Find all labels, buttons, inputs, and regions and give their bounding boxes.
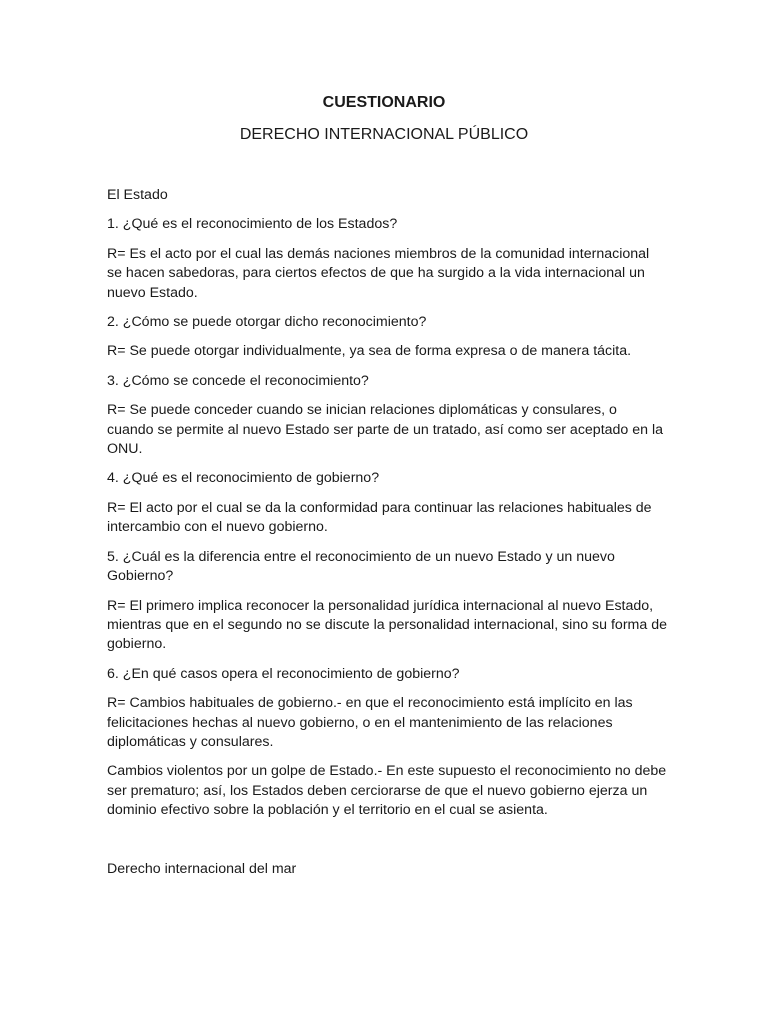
document-title: CUESTIONARIO xyxy=(322,94,446,111)
answer-6-continued: Cambios violentos por un golpe de Estado.- En este supuesto el reconocimiento no debe ser prematuro; así, los Estados deben cerciorarse de que el nuevo gobierno ejerza un dominio efectivo sobre la población y el territorio en el cual se asienta. xyxy=(107,763,667,819)
answer-2: R= Se puede otorgar individualmente, ya sea de forma expresa o de manera tácita. xyxy=(107,343,632,360)
document-body xyxy=(107,186,667,889)
question-1: 1. ¿Qué es el reconocimiento de los Estados? xyxy=(107,216,398,233)
answer-1: R= Es el acto por el cual las demás naciones miembros de la comunidad internacional se hacen sabedoras, para ciertos efectos de que ha surgido a la vida internacional un nuevo Estado. xyxy=(107,245,650,301)
question-5: 5. ¿Cuál es la diferencia entre el reconocimiento de un nuevo Estado y un nuevo Gobierno? xyxy=(107,548,615,585)
section-heading-el-estado: El Estado xyxy=(107,187,168,203)
answer-6: R= Cambios habituales de gobierno.- en que el reconocimiento está implícito en las felicitaciones hechas al nuevo gobierno, o en el mantenimiento de las relaciones diplomáticas y consulares. xyxy=(107,695,633,750)
section-heading-derecho-del-mar: Derecho internacional del mar xyxy=(107,860,297,877)
answer-5: R= El primero implica reconocer la personalidad jurídica internacional al nuevo Estado, mientras que en el segundo no se discute la personalidad internacional, sino su forma de gobierno. xyxy=(107,597,667,653)
question-3: 3. ¿Cómo se concede el reconocimiento? xyxy=(107,372,369,389)
document-subtitle: DERECHO INTERNACIONAL PÚBLICO xyxy=(239,126,529,143)
answer-3: R= Se puede conceder cuando se inician relaciones diplomáticas y consulares, o cuando se permite al nuevo Estado ser parte de un tratado, así como ser aceptado en la ONU. xyxy=(107,402,664,458)
answer-4: R= El acto por el cual se da la conformidad para continuar las relaciones habituales de intercambio con el nuevo gobierno. xyxy=(107,499,652,536)
question-6: 6. ¿En qué casos opera el reconocimiento de gobierno? xyxy=(107,665,460,682)
question-2: 2. ¿Cómo se puede otorgar dicho reconocimiento? xyxy=(107,314,427,331)
question-4: 4. ¿Qué es el reconocimiento de gobierno? xyxy=(107,470,380,487)
